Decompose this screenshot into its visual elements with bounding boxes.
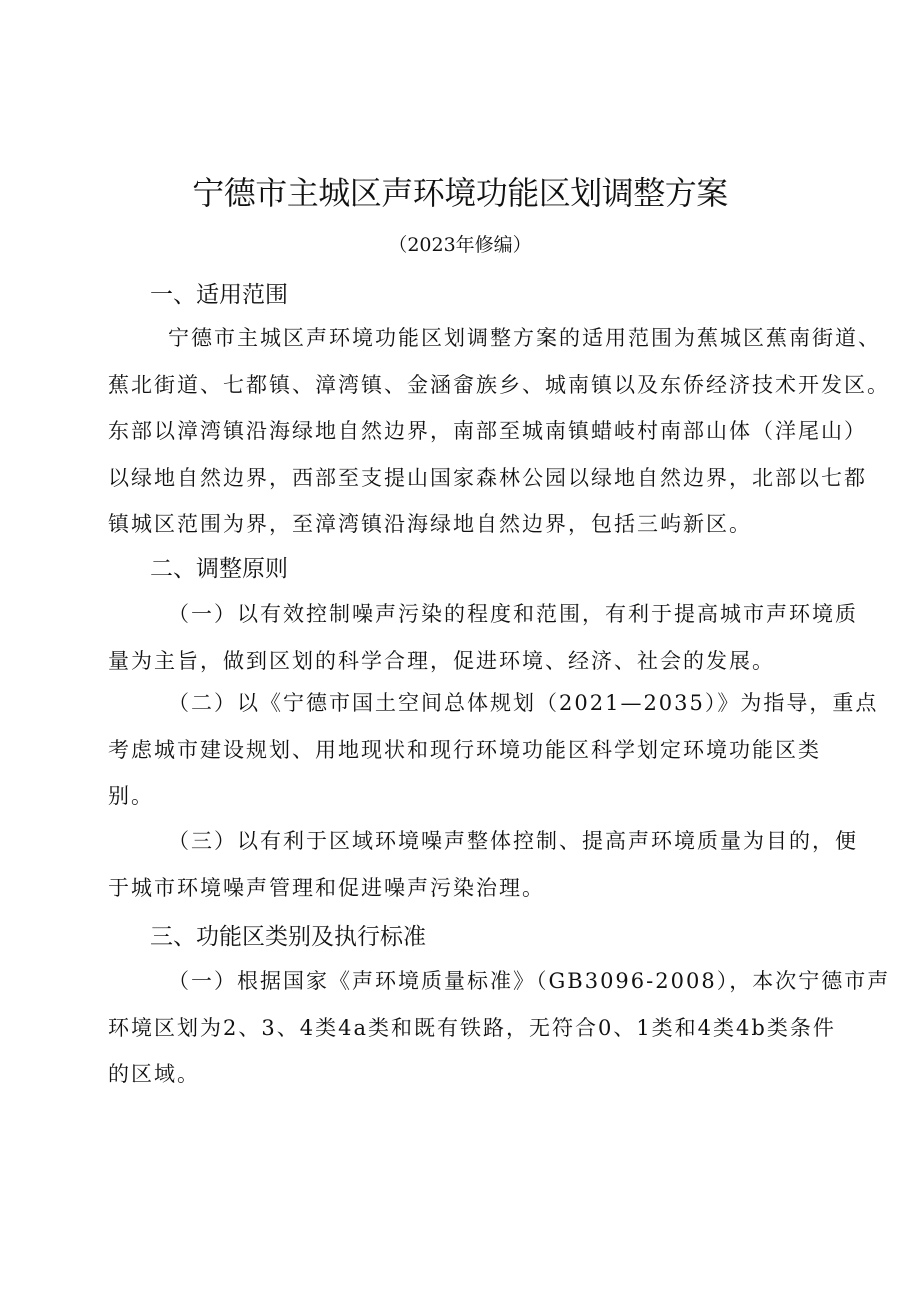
paragraph-line: 宁德市主城区声环境功能区划调整方案的适用范围为蕉城区蕉南街道、 <box>168 326 881 350</box>
paragraph-line: 的区域。 <box>108 1062 200 1086</box>
section-heading: 三、功能区类别及执行标准 <box>150 924 426 950</box>
paragraph-line: 镇城区范围为界，至漳湾镇沿海绿地自然边界，包括三屿新区。 <box>108 512 752 536</box>
paragraph-line: （一）以有效控制噪声污染的程度和范围，有利于提高城市声环境质 <box>168 602 858 626</box>
paragraph-line: 别。 <box>108 784 154 808</box>
paragraph-line: 东部以漳湾镇沿海绿地自然边界，南部至城南镇蜡岐村南部山体（洋尾山） <box>108 419 867 443</box>
paragraph <box>108 680 878 820</box>
paragraph-line: 环境区划为2、3、4类4a类和既有铁路，无符合0、1类和4类4b类条件 <box>108 1015 836 1040</box>
paragraph <box>108 315 890 548</box>
section-heading: 二、调整原则 <box>150 556 288 582</box>
paragraph-line: （二）以《宁德市国土空间总体规划（2021—2035）》为指导，重点 <box>168 691 879 715</box>
document-title: 宁德市主城区声环境功能区划调整方案 <box>192 174 728 212</box>
paragraph-line: （一）根据国家《声环境质量标准》（GB3096-2008），本次宁德市声 <box>168 969 891 993</box>
paragraph-line: 考虑城市建设规划、用地现状和现行环境功能区科学划定环境功能区类 <box>108 737 821 762</box>
paragraph <box>108 958 890 1098</box>
paragraph-line: 以绿地自然边界，西部至支提山国家森林公园以绿地自然边界，北部以七都 <box>108 465 867 490</box>
paragraph-line: 于城市环境噪声管理和促进噪声污染治理。 <box>108 875 545 900</box>
paragraph-line: （三）以有利于区域环境噪声整体控制、提高声环境质量为目的，便 <box>168 829 858 853</box>
paragraph <box>108 818 858 911</box>
document-subtitle: （2023年修编） <box>388 234 532 256</box>
paragraph-line: 蕉北街道、七都镇、漳湾镇、金涵畲族乡、城南镇以及东侨经济技术开发区。 <box>108 372 890 397</box>
section-heading: 一、适用范围 <box>150 282 288 308</box>
paragraph <box>108 591 858 684</box>
paragraph-line: 量为主旨，做到区划的科学合理，促进环境、经济、社会的发展。 <box>108 648 775 673</box>
